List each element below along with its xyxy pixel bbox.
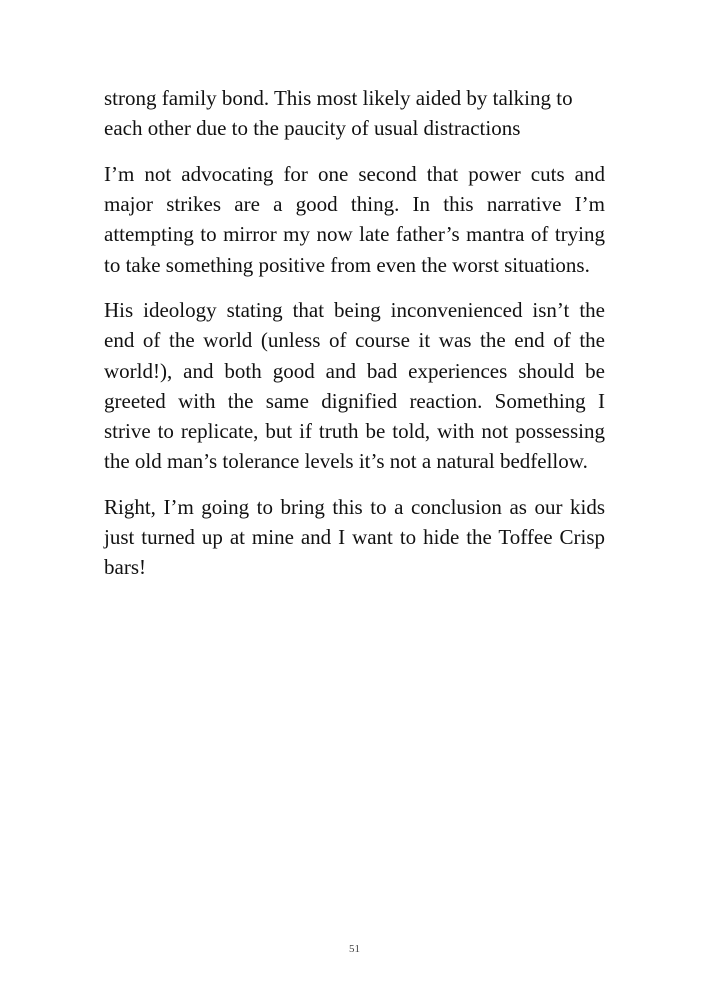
paragraph-2: I’m not advocating for one second that power cuts and major strikes are a good thing. In this narrative I’m attempting to mirror my now late father’s mantra of trying to take something positive from even the worst situations. [104, 161, 605, 277]
paragraph-1: strong family bond. This most likely aided by talking to each other due to the paucity of usual distractions [104, 86, 573, 141]
body-text [104, 83, 605, 598]
paragraph-3: His ideology stating that being inconvenienced isn’t the end of the world (unless of course it was the end of the world!), and both good and bad experiences should be greeted with the same dignified reaction. Something I strive to replicate, but if truth be told, with not possessing the old man’s tolerance levels it’s not a natural bedfellow. [104, 298, 605, 474]
page-number: 51 [349, 943, 360, 955]
paragraph-4: Right, I’m going to bring this to a conclusion as our kids just turned up at mine and I want to hide the Toffee Crisp bars! [104, 494, 605, 580]
